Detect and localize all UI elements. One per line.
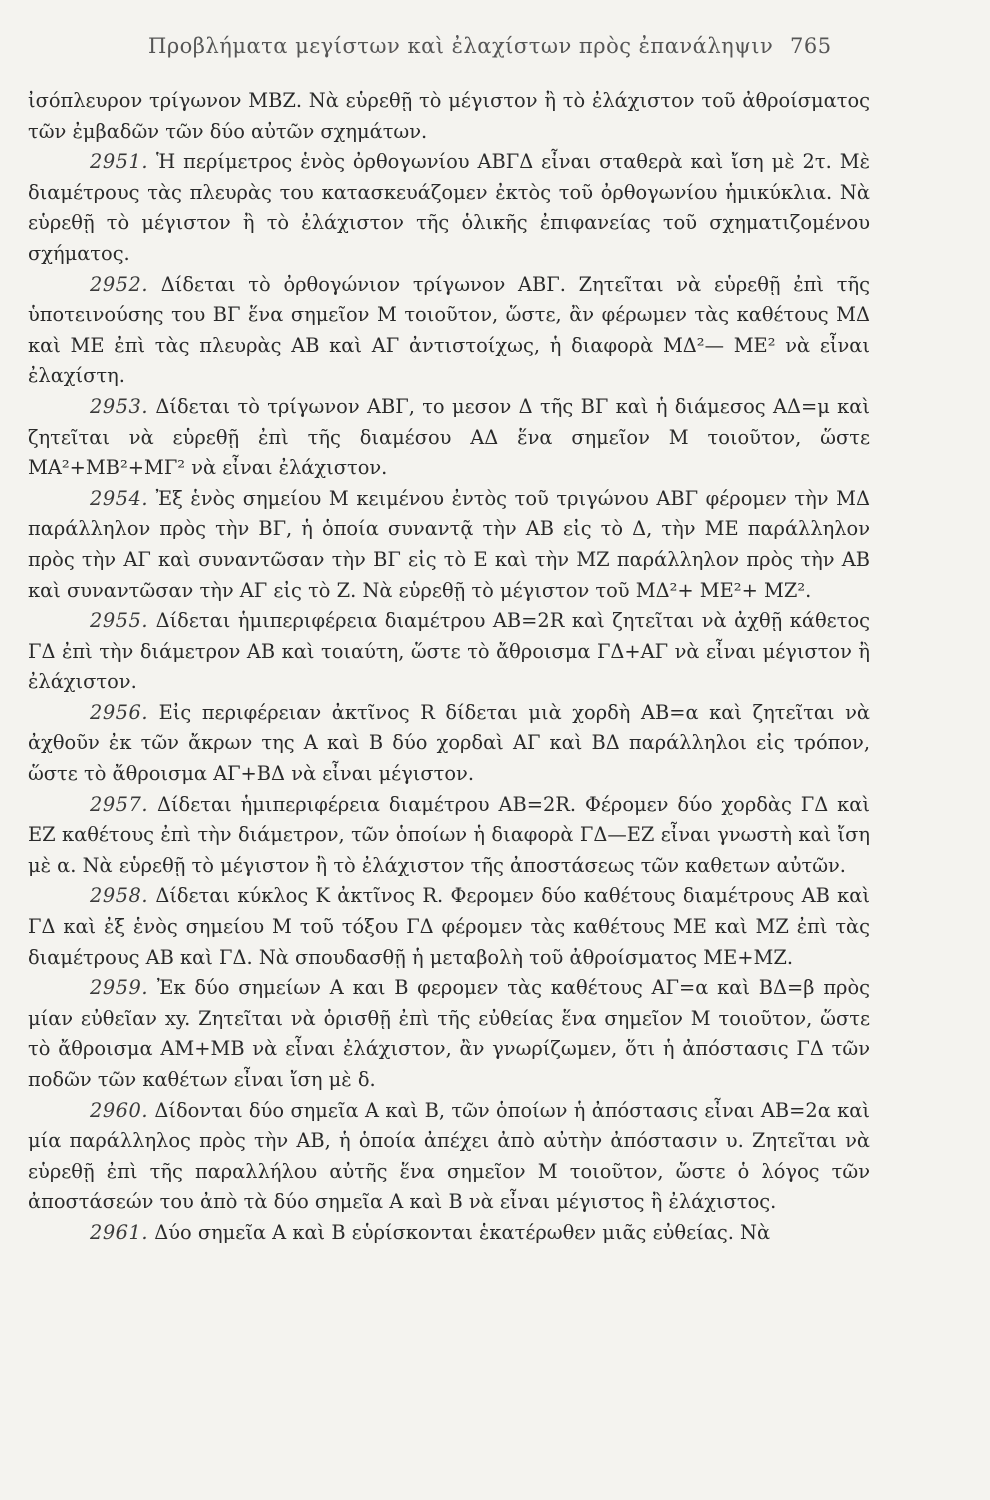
problem-text: Εἰς περιφέρειαν ἀκτῖνος R δίδεται μιὰ χορδὴ ΑΒ=α καὶ ζητεῖται νὰ ἀχθοῦν ἐκ τῶν ἄκρων της Α καὶ Β δύο χορδαὶ ΑΓ καὶ ΒΔ παράλληλοι εἰς τρόπον, ὥστε τὸ ἄθροισμα ΑΓ+ΒΔ νὰ εἶναι μέγιστον. [28, 700, 870, 786]
problem-number: 2961. [90, 1220, 149, 1244]
problem-number: 2956. [90, 700, 149, 724]
problem-number: 2955. [90, 609, 149, 633]
problem-number: 2959. [90, 976, 149, 1000]
problem-2951 [28, 147, 870, 269]
problem-number: 2953. [90, 394, 149, 418]
problem-number: 2957. [90, 792, 149, 816]
problem-text: Δύο σημεῖα Α καὶ Β εὑρίσκονται ἑκατέρωθεν μιᾶς εὐθείας. Νὰ [154, 1220, 771, 1244]
problem-continuation [28, 86, 870, 147]
problem-list [28, 86, 870, 1249]
problem-2953 [28, 392, 870, 484]
problem-2959 [28, 973, 870, 1095]
problem-text: Δίδεται ἡμιπεριφέρεια διαμέτρου ΑΒ=2R καὶ ζητεῖται νὰ ἀχθῇ κάθετος ΓΔ ἐπὶ τὴν διάμετρον ΑΒ καὶ τοιαύτη, ὥστε τὸ ἄθροισμα ΓΔ+ΑΓ νὰ εἶναι μέγιστον ἢ ἐλάχιστον. [28, 609, 870, 694]
problem-2955 [28, 606, 870, 698]
problem-2960 [28, 1096, 870, 1218]
problem-2957 [28, 790, 870, 882]
problem-2961 [28, 1218, 870, 1249]
problem-text: Ἡ περίμετρος ἑνὸς ὀρθογωνίου ΑΒΓΔ εἶναι σταθερὰ καὶ ἴση μὲ 2τ. Μὲ διαμέτρους τὰς πλευρὰς του κατασκευάζομεν ἐκτὸς τοῦ ὀρθογωνίου ἡμικύκλια. Νὰ εὑρεθῇ τὸ μέγιστον ἢ τὸ ἐλάχιστον τῆς ὁλικῆς ἐπιφανείας τοῦ σχηματιζομένου σχήματος. [28, 150, 870, 265]
problem-text: Δίδονται δύο σημεῖα Α καὶ Β, τῶν ὁποίων ἡ ἀπόστασις εἶναι ΑΒ=2α καὶ μία παράλληλος πρὸς τὴν ΑΒ, ἡ ὁποία ἀπέχει ἀπὸ αὐτὴν ἀπόστασιν υ. Ζητεῖται νὰ εὑρεθῇ ἐπὶ τῆς παραλλήλου αὐτῆς ἕνα σημεῖον Μ τοιοῦτον, ὥστε ὁ λόγος τῶν ἀποστάσεών του ἀπὸ τὰ δύο σημεῖα Α καὶ Β νὰ εἶναι μέγιστος ἢ ἐλάχιστος. [28, 1098, 870, 1214]
problem-text: Ἐκ δύο σημείων Α και Β φερομεν τὰς καθέτους ΑΓ=α καὶ ΒΔ=β πρὸς μίαν εὐθεῖαν xy. Ζητεῖται νὰ ὁρισθῇ ἐπὶ τῆς εὐθείας ἕνα σημεῖον Μ τοιοῦτον, ὥστε τὸ ἄθροισμα ΑΜ+ΜΒ νὰ εἶναι ἐλάχιστον, ἂν γνωρίζωμεν, ὅτι ἡ ἀπόστασις ΓΔ τῶν ποδῶν τῶν καθέτων εἶναι ἴση μὲ δ. [28, 976, 870, 1091]
problem-text: Δίδεται τὸ τρίγωνον ΑΒΓ, το μεσον Δ τῆς ΒΓ καὶ ἡ διάμεσος ΑΔ=μ καὶ ζητεῖται νὰ εὑρεθῇ ἐπὶ τῆς διαμέσου ΑΔ ἕνα σημεῖον Μ τοιοῦτον, ὥστε ΜΑ²+ΜΒ²+ΜΓ² νὰ εἶναι ἐλάχιστον. [28, 394, 870, 480]
problem-number: 2958. [90, 884, 149, 908]
problem-2958 [28, 881, 870, 973]
problem-text: Ἐξ ἑνὸς σημείου Μ κειμένου ἐντὸς τοῦ τριγώνου ΑΒΓ φέρομεν τὴν ΜΔ παράλληλον πρὸς τὴν ΒΓ, ἡ ὁποία συναντᾷ τὴν ΑΒ εἰς τὸ Δ, τὴν ΜΕ παράλληλον πρὸς τὴν ΑΓ καὶ συναντῶσαν τὴν ΒΓ εἰς τὸ Ε καὶ τὴν ΜΖ παράλληλον πρὸς τὴν ΑΒ καὶ συναντῶσαν τὴν ΑΓ εἰς τὸ Ζ. Νὰ εὑρεθῇ τὸ μέγιστον τοῦ ΜΔ²+ ΜΕ²+ ΜΖ². [28, 486, 870, 602]
problem-text: Δίδεται ἡμιπεριφέρεια διαμέτρου ΑΒ=2R. Φέρομεν δύο χορδὰς ΓΔ καὶ ΕΖ καθέτους ἐπὶ τὴν διάμετρον, τῶν ὁποίων ἡ διαφορὰ ΓΔ—ΕΖ εἶναι γνωστὴ καὶ ἴση μὲ α. Νὰ εὑρεθῇ τὸ μέγιστον ἢ τὸ ἐλάχιστον τῆς ἀποστάσεως τῶν καθετων αὐτῶν. [28, 792, 870, 877]
running-title: Προβλήματα μεγίστων καὶ ἐλαχίστων πρὸς ἐπανάληψιν [148, 34, 774, 58]
problem-2954 [28, 484, 870, 606]
problem-2956 [28, 698, 870, 790]
page-number: 765 [790, 34, 832, 58]
problem-text: ἰσόπλευρον τρίγωνον ΜΒΖ. Νὰ εὑρεθῇ τὸ μέγιστον ἢ τὸ ἐλάχιστον τοῦ ἀθροίσματος τῶν ἐμβαδῶν τῶν δύο αὐτῶν σχημάτων. [28, 89, 870, 143]
problem-text: Δίδεται τὸ ὀρθογώνιον τρίγωνον ΑΒΓ. Ζητεῖται νὰ εὑρεθῇ ἐπὶ τῆς ὑποτεινούσης του ΒΓ ἕνα σημεῖον Μ τοιοῦτον, ὥστε, ἂν φέρωμεν τὰς καθέτους ΜΔ καὶ ΜΕ ἐπὶ τὰς πλευρὰς ΑΒ καὶ ΑΓ ἀντιστοίχως, ἡ διαφορὰ ΜΔ²— ΜΕ² νὰ εἶναι ἐλαχίστη. [28, 272, 870, 388]
problem-number: 2954. [90, 486, 149, 510]
problem-number: 2951. [90, 150, 149, 174]
problem-2952 [28, 270, 870, 392]
problem-number: 2960. [90, 1098, 149, 1122]
running-header [0, 34, 990, 64]
problem-number: 2952. [90, 272, 149, 296]
problem-text: Δίδεται κύκλος Κ ἀκτῖνος R. Φερομεν δύο καθέτους διαμέτρους ΑΒ καὶ ΓΔ καὶ ἐξ ἑνὸς σημείου Μ τοῦ τόξου ΓΔ φέρομεν τὰς καθέτους ΜΕ καὶ ΜΖ ἐπὶ τὰς διαμέτρους ΑΒ καὶ ΓΔ. Νὰ σπουδασθῇ ἡ μεταβολὴ τοῦ ἀθροίσματος ΜΕ+ΜΖ. [28, 884, 870, 969]
